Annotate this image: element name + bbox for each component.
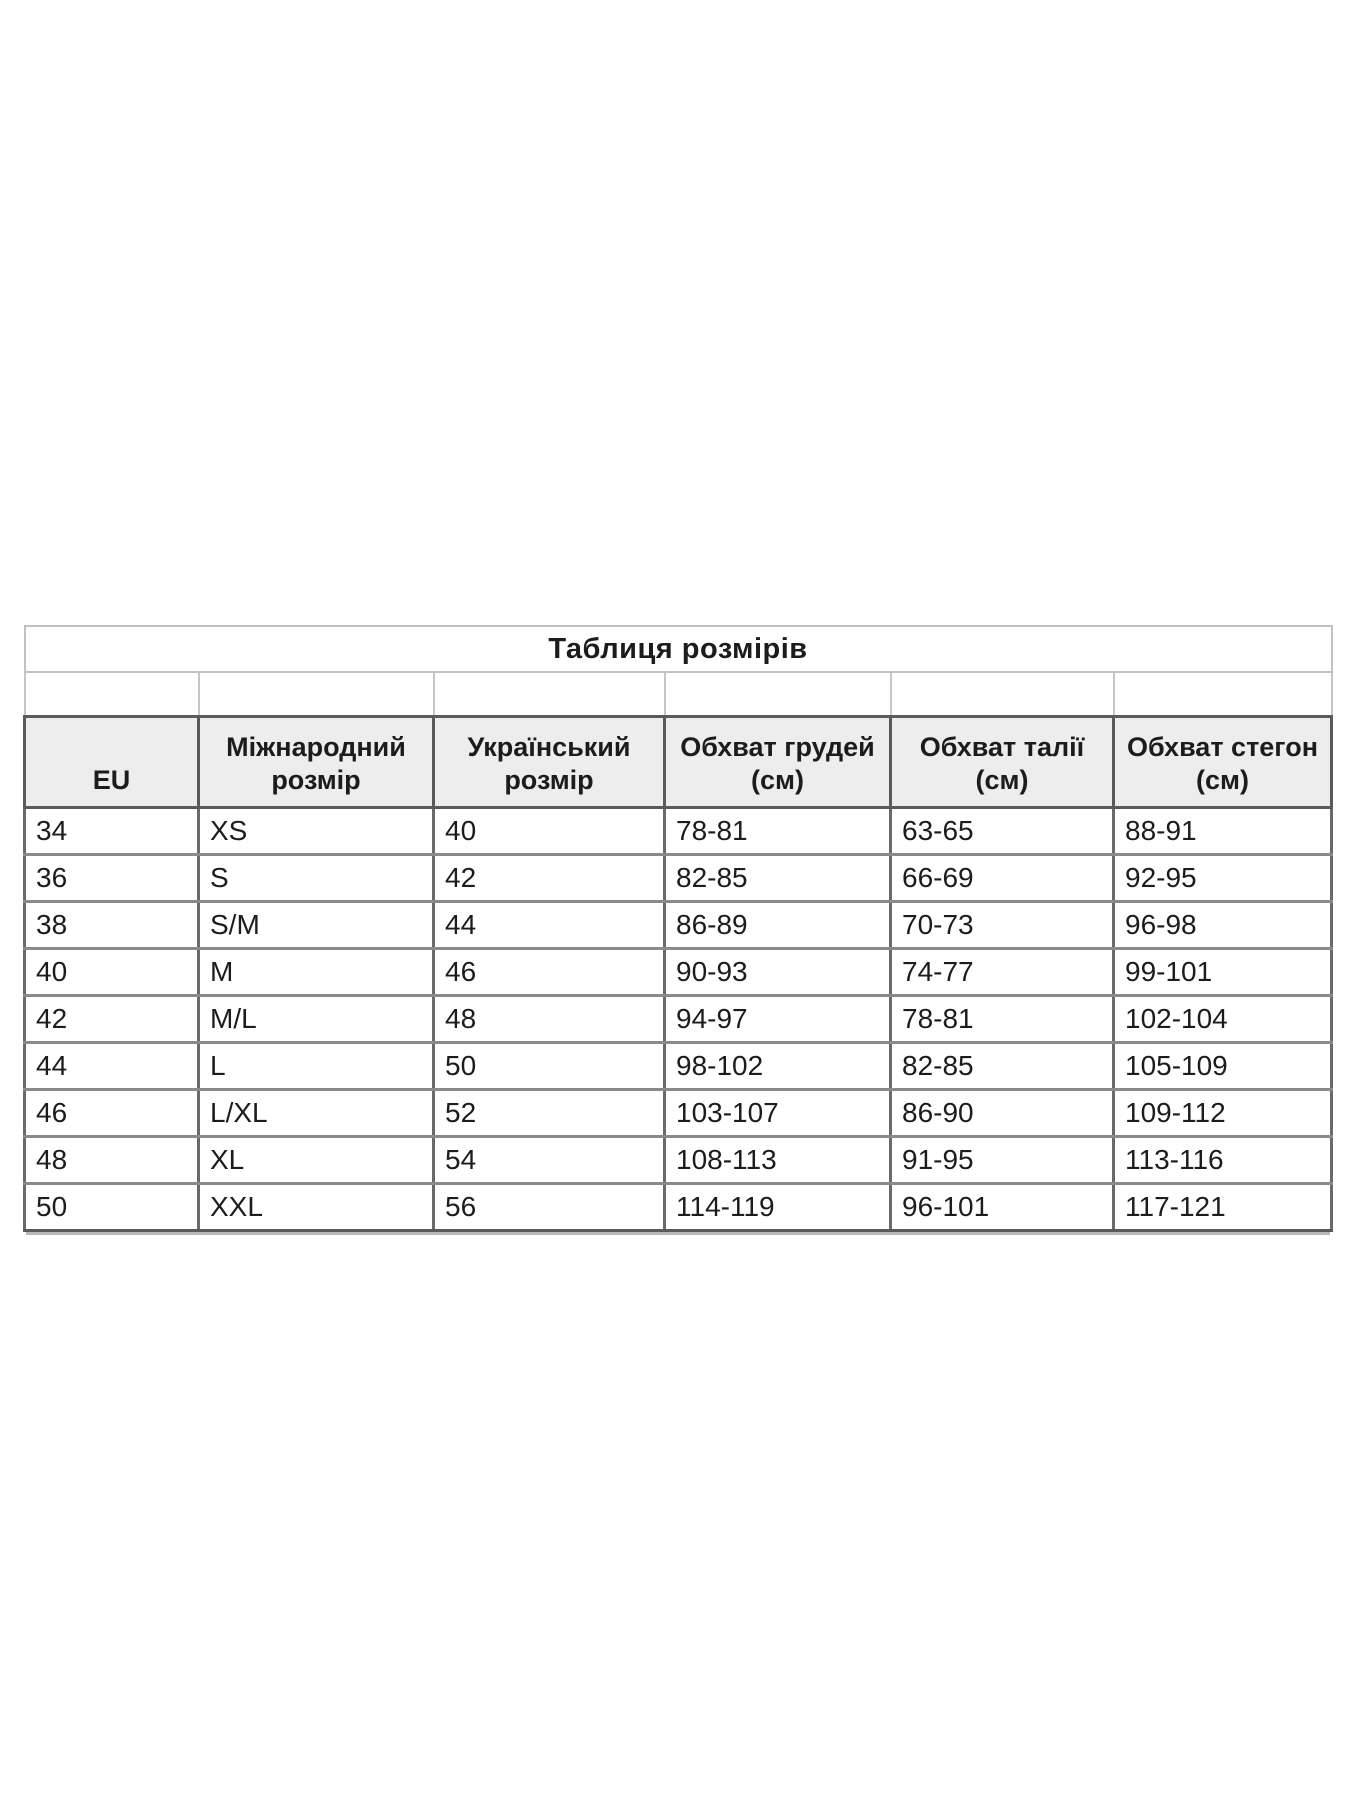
cell-waist: 91-95 [891, 1137, 1114, 1184]
spacer-cell [1114, 672, 1332, 717]
cell-hips: 109-112 [1114, 1090, 1332, 1137]
cell-waist: 63-65 [891, 808, 1114, 855]
column-header-ukrainian-size: Український розмір [434, 717, 665, 808]
column-header-international-size: Міжнародний розмір [199, 717, 434, 808]
cell-waist: 66-69 [891, 855, 1114, 902]
cell-hips: 113-116 [1114, 1137, 1332, 1184]
cell-chest: 82-85 [665, 855, 891, 902]
spacer-cell [891, 672, 1114, 717]
spacer-cell [25, 672, 199, 717]
column-header-eu: EU [25, 717, 199, 808]
cell-waist: 82-85 [891, 1043, 1114, 1090]
cell-waist: 70-73 [891, 902, 1114, 949]
cell-hips: 117-121 [1114, 1184, 1332, 1231]
title-row [25, 626, 1332, 672]
cell-waist: 74-77 [891, 949, 1114, 996]
column-header-waist: Обхват талії (см) [891, 717, 1114, 808]
cell-chest: 94-97 [665, 996, 891, 1043]
cell-eu: 48 [25, 1137, 199, 1184]
cell-ukrainian-size: 52 [434, 1090, 665, 1137]
table-row [25, 1137, 1332, 1184]
spacer-cell [434, 672, 665, 717]
cell-chest: 90-93 [665, 949, 891, 996]
cell-ukrainian-size: 50 [434, 1043, 665, 1090]
table-row [25, 996, 1332, 1043]
cell-waist: 86-90 [891, 1090, 1114, 1137]
header-row [25, 717, 1332, 808]
cell-ukrainian-size: 40 [434, 808, 665, 855]
cell-international-size: XXL [199, 1184, 434, 1231]
table-row [25, 1184, 1332, 1231]
cell-ukrainian-size: 44 [434, 902, 665, 949]
cell-international-size: S/M [199, 902, 434, 949]
cell-international-size: S [199, 855, 434, 902]
cell-waist: 78-81 [891, 996, 1114, 1043]
cell-eu: 50 [25, 1184, 199, 1231]
cell-eu: 44 [25, 1043, 199, 1090]
cell-hips: 88-91 [1114, 808, 1332, 855]
cell-eu: 46 [25, 1090, 199, 1137]
cell-international-size: XL [199, 1137, 434, 1184]
size-chart-sheet [23, 625, 1333, 1232]
cell-chest: 108-113 [665, 1137, 891, 1184]
cell-ukrainian-size: 46 [434, 949, 665, 996]
cell-hips: 96-98 [1114, 902, 1332, 949]
cell-ukrainian-size: 48 [434, 996, 665, 1043]
cell-eu: 34 [25, 808, 199, 855]
table-row [25, 808, 1332, 855]
spacer-row [25, 672, 1332, 717]
table-row [25, 1090, 1332, 1137]
table-row [25, 949, 1332, 996]
cell-eu: 36 [25, 855, 199, 902]
column-header-hips: Обхват стегон (см) [1114, 717, 1332, 808]
cell-hips: 92-95 [1114, 855, 1332, 902]
size-table [23, 625, 1333, 1232]
cell-chest: 98-102 [665, 1043, 891, 1090]
table-row [25, 855, 1332, 902]
spacer-cell [665, 672, 891, 717]
cell-ukrainian-size: 42 [434, 855, 665, 902]
cell-eu: 42 [25, 996, 199, 1043]
cell-ukrainian-size: 56 [434, 1184, 665, 1231]
cell-hips: 102-104 [1114, 996, 1332, 1043]
cell-international-size: M [199, 949, 434, 996]
table-row [25, 902, 1332, 949]
cell-international-size: XS [199, 808, 434, 855]
cell-chest: 114-119 [665, 1184, 891, 1231]
column-header-chest: Обхват грудей (см) [665, 717, 891, 808]
spacer-cell [199, 672, 434, 717]
cell-chest: 103-107 [665, 1090, 891, 1137]
cell-international-size: M/L [199, 996, 434, 1043]
cell-ukrainian-size: 54 [434, 1137, 665, 1184]
cell-chest: 86-89 [665, 902, 891, 949]
cell-eu: 38 [25, 902, 199, 949]
cell-hips: 99-101 [1114, 949, 1332, 996]
cell-hips: 105-109 [1114, 1043, 1332, 1090]
table-row [25, 1043, 1332, 1090]
cell-international-size: L [199, 1043, 434, 1090]
cell-waist: 96-101 [891, 1184, 1114, 1231]
table-title: Таблиця розмірів [25, 626, 1332, 672]
cell-eu: 40 [25, 949, 199, 996]
cell-chest: 78-81 [665, 808, 891, 855]
cell-international-size: L/XL [199, 1090, 434, 1137]
